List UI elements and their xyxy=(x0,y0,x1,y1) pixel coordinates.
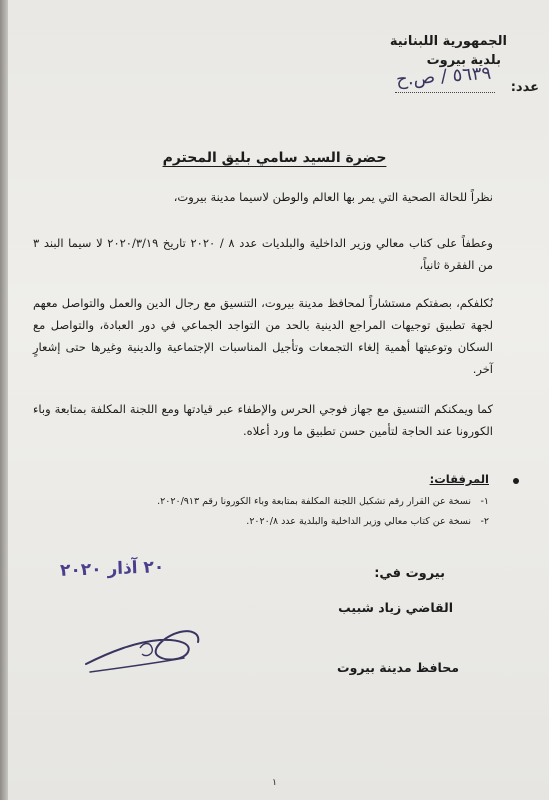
page-number: ١ xyxy=(272,778,277,788)
date-stamp: ٢٠ آذار ٢٠٢٠ xyxy=(59,557,165,581)
paragraph-3: نُكلفكم، بصفتكم مستشاراً لمحافظ مدينة بيروت، التنسيق مع رجال الدين والعمل والتواصل معهم لجهة تطبيق توجيهات المراجع الدينية بالحد من التواجد الجماعي في دور العبادة، والتواصل مع السكان وتوعيتها أهمية إلغاء التجمعات وتأجيل المناسبات الإجتماعية والدينية وغيرها حتى إشعارٍ آخر. xyxy=(33,296,493,376)
signatory-name: القاضي زياد شبيب xyxy=(338,600,453,615)
attachment-item xyxy=(49,512,489,532)
reference-dotted-line xyxy=(395,92,495,93)
reference-number: ٥٦٣٩ / ص.ح xyxy=(395,62,492,91)
addressee-title xyxy=(0,150,549,166)
date-place-label: بيروت في: xyxy=(374,566,445,581)
signatory-title: محافظ مدينة بيروت xyxy=(337,660,459,675)
attachments-title: المرفقات: xyxy=(429,472,489,486)
addressee-title-text: حضرة السيد سامي بليق المحترم xyxy=(162,150,387,166)
attachments-list xyxy=(49,492,489,532)
attachment-text: نسخة عن القرار رقم تشكيل اللجنة المكلفة بمتابعة وباء الكورونا رقم ٢٠٢٠/٩١٣. xyxy=(157,496,471,507)
paragraph-1: نظراً للحالة الصحية التي يمر بها العالم والوطن لاسيما مدينة بيروت، xyxy=(173,190,493,204)
attachment-item xyxy=(49,492,489,512)
attachment-number: ١- xyxy=(480,496,489,507)
attachment-text: نسخة عن كتاب معالي وزير الداخلية والبلدية عدد ٢٠٢٠/٨. xyxy=(246,516,471,527)
attachment-number: ٢- xyxy=(480,516,489,527)
handwritten-signature xyxy=(80,612,210,682)
header-line-municipality: بلدية بيروت xyxy=(426,53,501,68)
paragraph-4: كما ويمكنكم التنسيق مع جهاز فوجي الحرس والإطفاء عبر قيادتها ومع اللجنة المكلفة بمتابعة وباء الكورونا عند الحاجة لتأمين حسن تطبيق ما ورد أعلاه. xyxy=(33,402,493,438)
page-edge-shadow xyxy=(0,0,8,800)
paragraph-2: وعطفاً على كتاب معالي وزير الداخلية والبلديات عدد ٨ / ٢٠٢٠ تاريخ ٢٠٢٠/٣/١٩ لا سيما البند ٣ من الفقرة ثانياً، xyxy=(33,236,493,272)
reference-label: عدد: xyxy=(510,80,539,95)
header-line-republic: الجمهورية اللبنانية xyxy=(389,34,507,49)
attachments-bullet xyxy=(513,478,519,484)
